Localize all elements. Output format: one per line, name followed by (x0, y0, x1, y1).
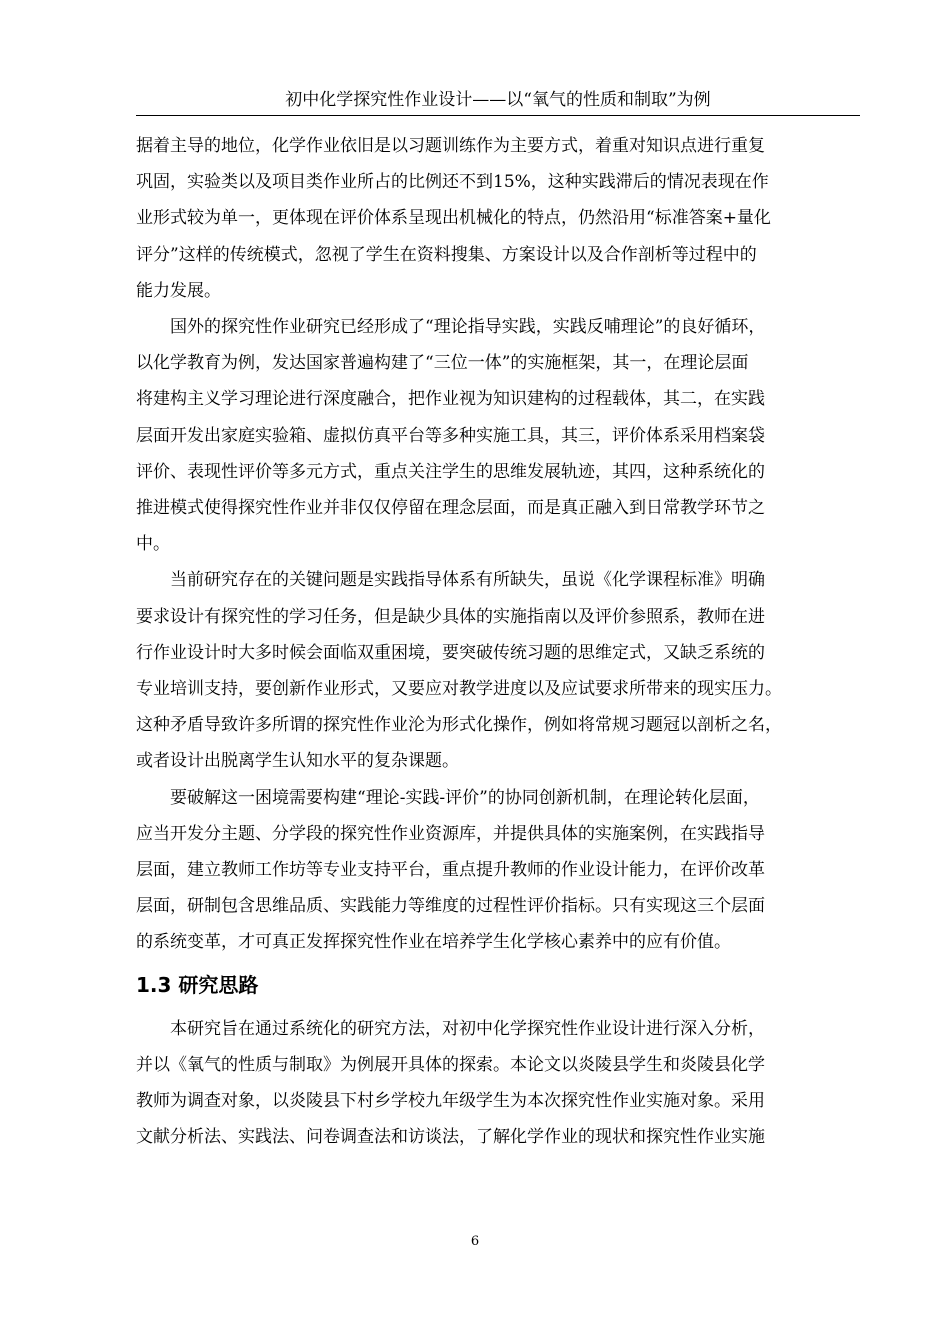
text-line: 业形式较为单一，更体现在评价体系呈现出机械化的特点，仍然沿用“标准答案+量化 (136, 208, 771, 229)
text-line: 评分”这样的传统模式，忽视了学生在资料搜集、方案设计以及合作剖析等过程中的 (136, 244, 757, 265)
paragraph-4 (136, 780, 860, 961)
text-line: 这种矛盾导致许多所谓的探究性作业沦为形式化操作，例如将常规习题冠以剖析之名， (136, 715, 782, 736)
text-line: 以化学教育为例，发达国家普遍构建了“三位一体”的实施框架，其一，在理论层面 (136, 353, 749, 374)
text-line: 将建构主义学习理论进行深度融合，把作业视为知识建构的过程载体，其二，在实践 (136, 389, 765, 410)
text-line: 层面开发出家庭实验箱、虚拟仿真平台等多种实施工具，其三，评价体系采用档案袋 (136, 425, 765, 446)
text-line: 据着主导的地位，化学作业依旧是以习题训练作为主要方式，着重对知识点进行重复 (136, 136, 765, 156)
paragraph-2 (136, 309, 860, 562)
text-line: 的系统变革，才可真正发挥探究性作业在培养学生化学核心素养中的应有价值。 (136, 932, 731, 953)
section-heading: 1.3 研究思路 (136, 972, 259, 997)
header-rule (136, 115, 860, 116)
text-line: 专业培训支持，要创新作业形式，又要应对教学进度以及应试要求所带来的现实压力。 (136, 679, 782, 700)
body-text (136, 128, 860, 1155)
text-line: 应当开发分主题、分学段的探究性作业资源库，并提供具体的实施案例，在实践指导 (136, 823, 765, 844)
text-line: 能力发展。 (136, 280, 221, 301)
text-line: 本研究旨在通过系统化的研究方法，对初中化学探究性作业设计进行深入分析， (170, 1018, 765, 1039)
page-number: 6 (470, 1234, 480, 1249)
text-line: 并以《氧气的性质与制取》为例展开具体的探索。本论文以炎陵县学生和炎陵县化学 (136, 1054, 765, 1075)
text-line: 文献分析法、实践法、问卷调查法和访谈法，了解化学作业的现状和探究性作业实施 (136, 1127, 765, 1148)
text-line: 层面，研制包含思维品质、实践能力等维度的过程性评价指标。只有实现这三个层面 (136, 896, 765, 917)
text-line: 行作业设计时大多时候会面临双重困境，要突破传统习题的思维定式，又缺乏系统的 (136, 642, 765, 663)
text-line: 评价、表现性评价等多元方式，重点关注学生的思维发展轨迹，其四，这种系统化的 (136, 461, 765, 482)
text-line: 推进模式使得探究性作业并非仅仅停留在理念层面，而是真正融入到日常教学环节之 (136, 498, 765, 519)
text-line: 当前研究存在的关键问题是实践指导体系有所缺失，虽说《化学课程标准》明确 (170, 570, 765, 591)
text-line: 要求设计有探究性的学习任务，但是缺少具体的实施指南以及评价参照系，教师在进 (136, 606, 765, 627)
paragraph-3 (136, 562, 860, 779)
text-line: 巩固，实验类以及项目类作业所占的比例还不到15%，这种实践滞后的情况表现在作 (136, 172, 769, 193)
text-line: 层面，建立教师工作坊等专业支持平台，重点提升教师的作业设计能力，在评价改革 (136, 860, 765, 881)
text-line: 国外的探究性作业研究已经形成了“理论指导实践，实践反哺理论”的良好循环， (170, 317, 766, 338)
text-line: 教师为调查对象，以炎陵县下村乡学校九年级学生为本次探究性作业实施对象。采用 (136, 1091, 765, 1112)
text-line: 中。 (136, 534, 170, 555)
text-line: 要破解这一困境需要构建“理论-实践-评价”的协同创新机制，在理论转化层面， (170, 787, 760, 808)
text-line: 或者设计出脱离学生认知水平的复杂课题。 (136, 751, 459, 772)
paragraph-1 (136, 128, 860, 309)
paragraph-5 (136, 1011, 860, 1156)
running-header: 初中化学探究性作业设计——以“氧气的性质和制取”为例 (285, 90, 711, 110)
